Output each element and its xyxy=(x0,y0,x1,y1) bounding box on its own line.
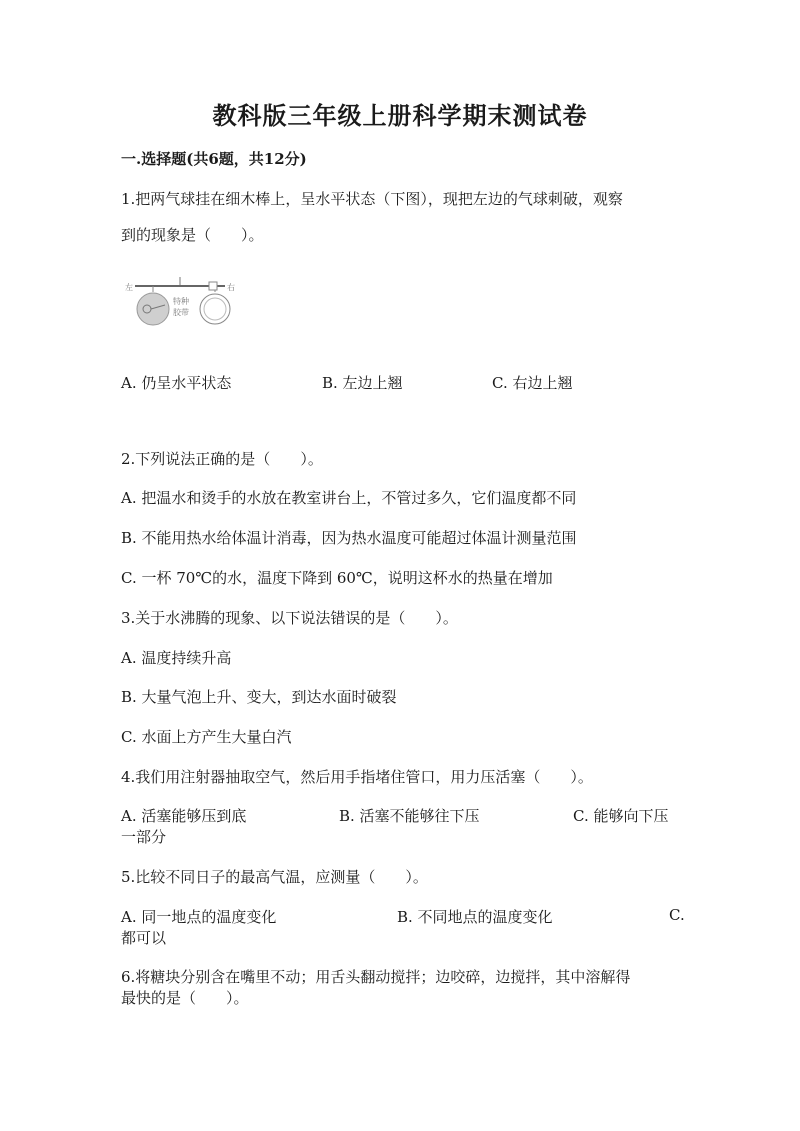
question-6-line-1: 6.将糖块分别含在嘴里不动；用舌头翻动搅拌；边咬碎，边搅拌，其中溶解得 xyxy=(121,968,631,986)
balance-diagram xyxy=(123,277,243,329)
question-3-stem: 3.关于水沸腾的现象、以下说法错误的是（ ）。 xyxy=(121,609,458,627)
tape-label-1: 特种 xyxy=(173,297,189,306)
left-label: 左 xyxy=(125,283,133,292)
q4-option-c: C. 能够向下压 xyxy=(573,807,669,825)
q1-option-c: C. 右边上翘 xyxy=(492,374,573,392)
q5-option-b: B. 不同地点的温度变化 xyxy=(397,908,553,926)
q3-option-c: C. 水面上方产生大量白汽 xyxy=(121,728,292,746)
q1-option-a: A. 仍呈水平状态 xyxy=(121,374,232,392)
section-heading: 一.选择题(共6题，共12分) xyxy=(121,150,307,168)
question-1-line-1: 1.把两气球挂在细木棒上，呈水平状态（下图），现把左边的气球刺破，观察 xyxy=(121,190,623,208)
question-1-line-2: 到的现象是（ ）。 xyxy=(121,226,264,244)
tape-label-2: 胶带 xyxy=(173,308,189,317)
question-6-line-2: 最快的是（ ）。 xyxy=(121,989,249,1007)
q3-option-b: B. 大量气泡上升、变大，到达水面时破裂 xyxy=(121,688,397,706)
q2-option-b: B. 不能用热水给体温计消毒，因为热水温度可能超过体温计测量范围 xyxy=(121,529,577,547)
q1-option-b: B. 左边上翘 xyxy=(322,374,403,392)
q5-option-c: C. xyxy=(669,906,685,924)
q4-option-a: A. 活塞能够压到底 xyxy=(121,807,247,825)
q2-option-a: A. 把温水和烫手的水放在教室讲台上，不管过多久，它们温度都不同 xyxy=(121,489,577,507)
q5-option-wrap: 都可以 xyxy=(121,929,167,947)
question-2-stem: 2.下列说法正确的是（ ）。 xyxy=(121,450,323,468)
left-balloon xyxy=(137,293,169,325)
q4-option-wrap: 一部分 xyxy=(121,828,167,846)
q2-option-c: C. 一杯 70℃的水，温度下降到 60℃，说明这杯水的热量在增加 xyxy=(121,569,553,587)
q5-option-a: A. 同一地点的温度变化 xyxy=(121,908,277,926)
question-5-stem: 5.比较不同日子的最高气温，应测量（ ）。 xyxy=(121,868,428,886)
question-4-stem: 4.我们用注射器抽取空气，然后用手指堵住管口，用力压活塞（ ）。 xyxy=(121,768,593,786)
balloon-balance-figure xyxy=(123,277,243,329)
right-label: 右 xyxy=(227,283,235,292)
page-title: 教科版三年级上册科学期末测试卷 xyxy=(212,101,588,130)
q4-option-b: B. 活塞不能够往下压 xyxy=(339,807,480,825)
q3-option-a: A. 温度持续升高 xyxy=(121,649,232,667)
